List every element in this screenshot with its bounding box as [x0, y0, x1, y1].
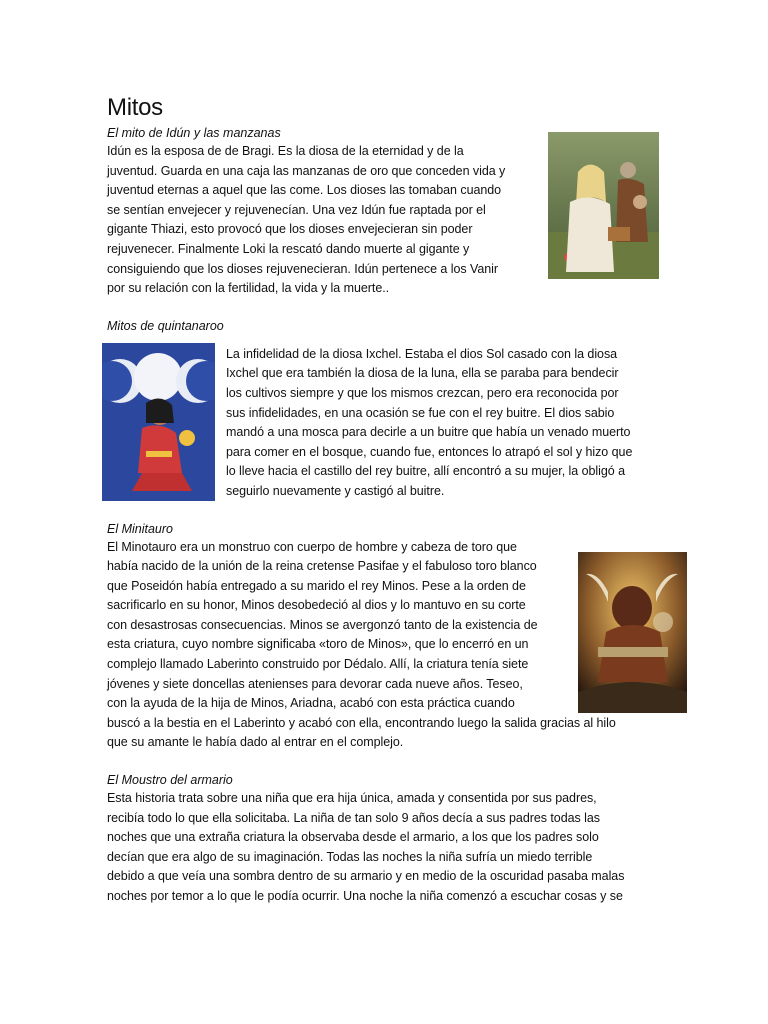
paragraph-line: noches por temor a lo que le podía ocurrir. Una noche la niña comenzó a escuchar cosas y se: [107, 889, 623, 903]
paragraph-line: por su relación con la fertilidad, la vida y la muerte..: [107, 281, 390, 296]
paragraph-line: rejuvenecer. Finalmente Loki la rescató dando muerte al gigante y: [107, 241, 470, 256]
paragraph-line: debido a que veía una sombra dentro de su armario y en medio de la oscuridad pasaba malas: [107, 869, 625, 884]
paragraph-line: con la ayuda de la hija de Minos, Ariadna, acabó con esta práctica cuando: [107, 696, 515, 711]
paragraph-line: lo lleve hacia el castillo del rey buitre, allí encontró a su mujer, la obligó a: [226, 464, 625, 479]
paragraph-line: complejo llamado Laberinto construido por Dédalo. Allí, la criatura tenía siete: [107, 657, 529, 672]
paragraph-line: Esta historia trata sobre una niña que era hija única, amada y consentida por sus padres,: [107, 791, 597, 806]
paragraph-line: gigante Thiazi, esto provocó que los dioses envejecieran sin poder: [107, 222, 473, 237]
section-paragraph: [107, 335, 659, 502]
section-paragraph: [107, 142, 659, 299]
paragraph-line: La infidelidad de la diosa Ixchel. Estaba el dios Sol casado con la diosa: [226, 346, 618, 361]
document-title: Mitos: [107, 94, 163, 121]
paragraph-line: sus infidelidades, en una ocasión se fue con el rey buitre. El dios sabio: [226, 405, 615, 420]
paragraph-line: recibía todo lo que ella solicitaba. La niña de tan solo 9 años decía a sus padres todas las: [107, 810, 600, 825]
paragraph-line: con desastrosas consecuencias. Minos se avergonzó tanto de la existencia de: [107, 617, 538, 632]
paragraph-line: sacrificarlo en su honor, Minos desobedeció al dios y lo mantuvo en su corte: [107, 598, 526, 613]
section-subtitle: El mito de Idún y las manzanas: [107, 126, 281, 140]
document-body: [107, 92, 659, 907]
paragraph-line: que su amante le había dado al entrar en el complejo.: [107, 735, 404, 750]
paragraph-line: mandó a una mosca para decirle a un buitre que había un venado muerto: [226, 425, 631, 440]
paragraph-line: esta criatura, cuyo nombre significaba «toro de Minos», que lo encerró en un: [107, 637, 529, 652]
paragraph-line: había nacido de la unión de la reina cretense Pasifae y el fabuloso toro blanco: [107, 559, 537, 574]
paragraph-line: decían que era algo de su imaginación. Todas las noches la niña sufría un miedo terrible: [107, 849, 593, 864]
paragraph-line: que Poseidón había entregado a su marido el rey Minos. Pese a la orden de: [107, 578, 526, 593]
section-paragraph: [107, 789, 659, 907]
paragraph-line: juventud. Guarda en una caja las manzanas de oro que conceden vida y: [107, 163, 506, 178]
paragraph-line: Idún es la esposa de de Bragi. Es la diosa de la eternidad y de la: [107, 144, 464, 158]
paragraph-line: buscó a la bestia en el Laberinto y acabó con ella, encontrando luego la salida gracias al hilo: [107, 715, 616, 730]
section-minitauro: [107, 520, 659, 754]
paragraph-line: los cultivos siempre y que los mismos crezcan, pero era reconocida por: [226, 385, 619, 400]
section-subtitle: El Moustro del armario: [107, 773, 233, 788]
paragraph-line: se sentían envejecer y rejuvenecían. Una vez Idún fue raptada por el: [107, 202, 486, 217]
paragraph-line: seguirlo nuevamente y castigó al buitre.: [226, 483, 445, 498]
section-quintanaroo: [107, 317, 659, 502]
paragraph-line: noches que una extraña criatura la observaba desde el armario, a los que los padres solo: [107, 830, 599, 845]
paragraph-line: juventud eternas a aquel que las come. Los dioses las tomaban cuando: [107, 183, 502, 198]
paragraph-line: Ixchel que era también la diosa de la luna, ella se paraba para bendecir: [226, 366, 619, 381]
section-subtitle: Mitos de quintanaroo: [107, 318, 224, 333]
paragraph-line: jóvenes y siete doncellas atenienses para devorar cada nueve años. Teseo,: [107, 676, 523, 691]
section-idun: [107, 124, 659, 299]
section-paragraph: [107, 538, 659, 754]
paragraph-line: para comer en el bosque, cuando fue, entonces lo atrapó el sol y hizo que: [226, 444, 633, 459]
paragraph-line: consiguiendo que los dioses rejuvenecieran. Idún pertenece a los Vanir: [107, 261, 498, 276]
section-moustro-armario: [107, 771, 659, 907]
section-subtitle: El Minitauro: [107, 521, 173, 536]
paragraph-line: El Minotauro era un monstruo con cuerpo de hombre y cabeza de toro que: [107, 539, 517, 554]
